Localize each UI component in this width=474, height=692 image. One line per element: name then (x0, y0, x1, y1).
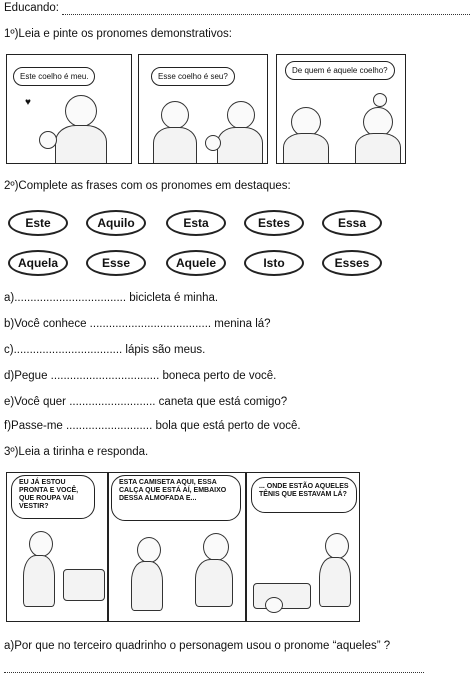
exercise-item-b[interactable] (4, 318, 271, 330)
exercise-item-a[interactable] (4, 292, 218, 304)
item-prefix: f)Passe-me (4, 420, 63, 432)
item-suffix: lápis são meus. (122, 344, 206, 356)
item-blank[interactable]: ................................... (14, 292, 127, 304)
item-suffix: bicicleta é minha. (126, 292, 219, 304)
girl-head (65, 95, 97, 127)
pronoun-oval-aquele: Aquele (166, 250, 226, 276)
strip-caption-1: EU JÁ ESTOU PRONTA E VOCÊ, QUE ROUPA VAI VESTIR? (19, 479, 79, 510)
girl-head (227, 101, 255, 129)
comic-panel-3 (276, 54, 406, 164)
panel-divider (245, 473, 247, 621)
item-prefix: d)Pegue (4, 370, 48, 382)
boy-body (153, 127, 197, 164)
pronoun-oval-esta: Esta (166, 210, 226, 236)
comic-strip (6, 472, 360, 622)
pronoun-oval-esses: Esses (322, 250, 382, 276)
item-prefix: e)Você quer (4, 396, 67, 408)
student-name-label: Educando: (4, 2, 59, 14)
strip-caption-2: ESTA CAMISETA AQUI, ESSA CALÇA QUE ESTÁ AÍ, EMBAIXO DESSA ALMOFADA E... (119, 479, 227, 502)
girl-head (29, 531, 53, 557)
pronoun-oval-aquela: Aquela (8, 250, 68, 276)
answer-line[interactable] (4, 672, 424, 673)
girl-body (131, 561, 163, 611)
item-blank[interactable]: .................................. (13, 344, 123, 356)
exercise-item-e[interactable] (4, 396, 287, 408)
exercise-item-c[interactable] (4, 344, 205, 356)
heart-icon: ♥ (25, 97, 31, 108)
panel-divider (107, 473, 109, 621)
boy-body (283, 133, 329, 164)
bed (63, 569, 105, 601)
item-suffix: bola que está perto de você. (152, 420, 301, 432)
girl-body (319, 557, 351, 607)
boy-body (195, 559, 233, 607)
comic-panel-1 (6, 54, 132, 164)
pronoun-oval-isto: Isto (244, 250, 304, 276)
exercise-item-f[interactable] (4, 420, 301, 432)
pronoun-oval-esse: Esse (86, 250, 146, 276)
pronoun-oval-essa: Essa (322, 210, 382, 236)
girl-body (355, 133, 401, 164)
item-prefix: a) (4, 292, 15, 304)
question-2-title: 2º)Complete as frases com os pronomes em destaques: (4, 180, 291, 192)
rabbit-head (373, 93, 387, 107)
comic-panel-2 (138, 54, 268, 164)
item-suffix: boneca perto de você. (159, 370, 277, 382)
item-suffix: caneta que está comigo? (155, 396, 288, 408)
speech-bubble-3: De quem é aquele coelho? (285, 61, 395, 80)
item-blank[interactable]: ........................... (66, 396, 156, 408)
pronoun-oval-este: Este (8, 210, 68, 236)
rabbit-head (205, 135, 221, 151)
dog-head (265, 597, 283, 613)
question-3a: a)Por que no terceiro quadrinho o personagem usou o pronome “aqueles” ? (4, 640, 391, 652)
girl-head (325, 533, 349, 559)
girl-head (137, 537, 161, 563)
girl-body (55, 125, 107, 164)
item-prefix: b)Você conhece (4, 318, 87, 330)
student-name-line[interactable] (62, 14, 470, 15)
pronoun-oval-aquilo: Aquilo (86, 210, 146, 236)
item-suffix: menina lá? (211, 318, 271, 330)
item-blank[interactable]: .................................. (47, 370, 160, 382)
question-3-title: 3º)Leia a tirinha e responda. (4, 446, 149, 458)
girl-body (23, 555, 55, 607)
girl-body (217, 127, 263, 164)
item-blank[interactable]: ........................... (62, 420, 153, 432)
question-1-title: 1º)Leia e pinte os pronomes demonstrativos: (4, 28, 232, 40)
exercise-item-d[interactable] (4, 370, 276, 382)
item-blank[interactable]: ...................................... (86, 318, 212, 330)
boy-head (161, 101, 189, 129)
pronoun-oval-estes: Estes (244, 210, 304, 236)
boy-head (203, 533, 229, 561)
speech-bubble-2: Esse coelho é seu? (151, 67, 235, 86)
item-prefix: c) (4, 344, 14, 356)
strip-caption-3: ... ONDE ESTÃO AQUELES TÊNIS QUE ESTAVAM LÁ? (259, 483, 349, 498)
rabbit-head (39, 131, 57, 149)
speech-bubble-1: Este coelho é meu. (13, 67, 95, 86)
